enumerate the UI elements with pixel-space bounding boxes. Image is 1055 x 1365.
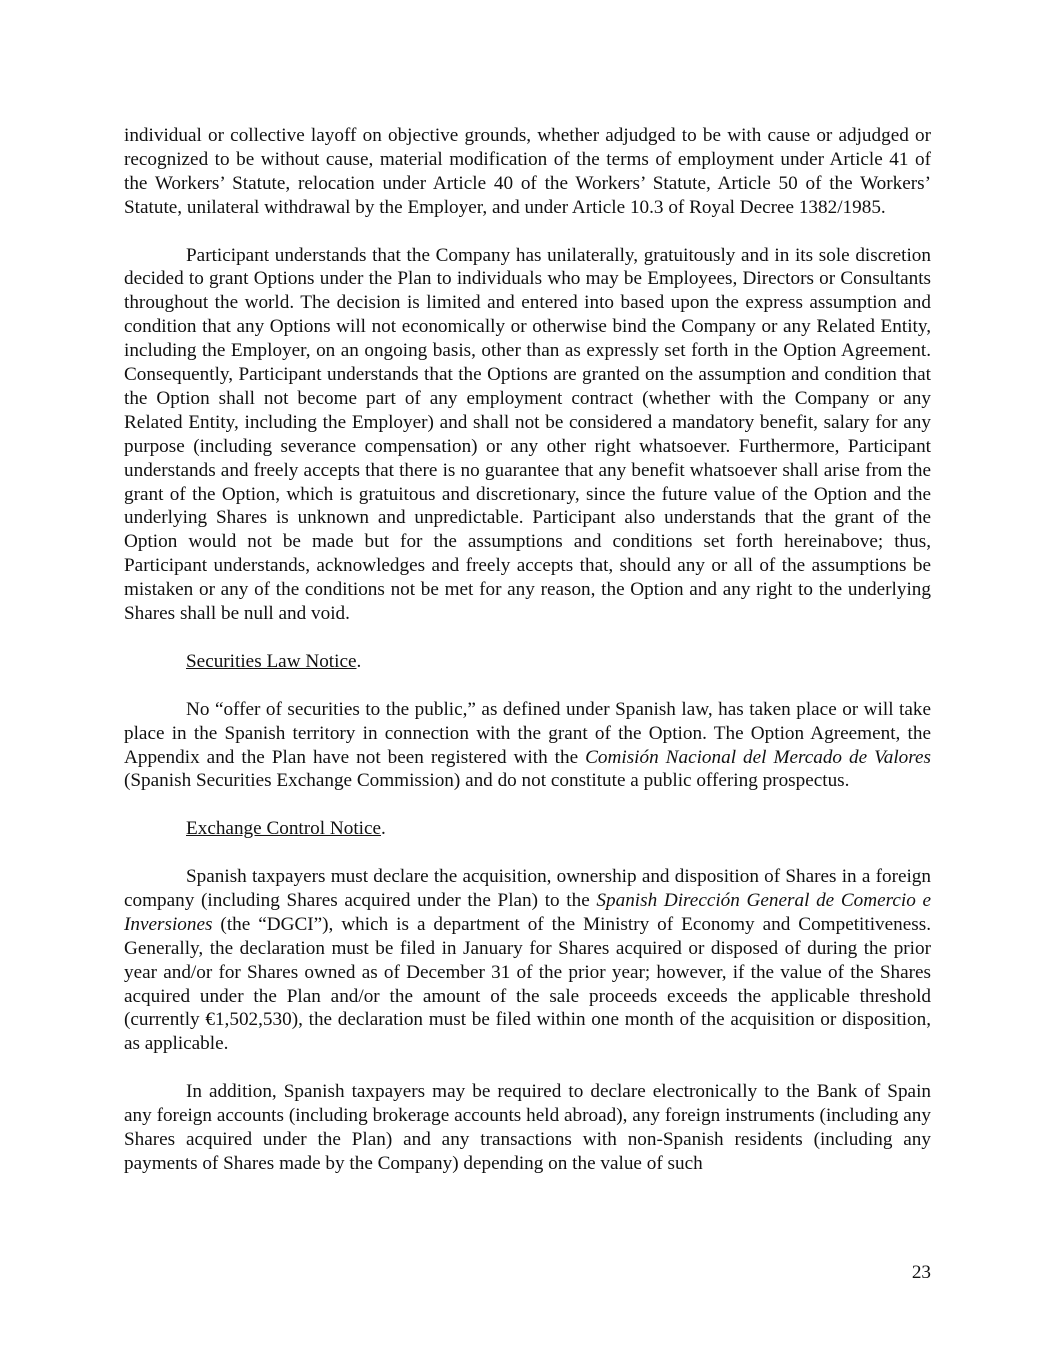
heading-period: . (356, 650, 362, 672)
securities-law-notice-title: Securities Law Notice (186, 650, 357, 672)
paragraph-spanish-taxpayers-declare (124, 865, 931, 1056)
paragraph-text: Spanish taxpayers must declare the acquisition, ownership and disposition of Shares in a foreign company (including Shares acquired under the Plan) to the (124, 866, 931, 911)
paragraph-text: (Spanish Securities Exchange Commission) and do not constitute a public offering prospectus. (124, 770, 850, 792)
paragraph-participant-understands: Participant understands that the Company has unilaterally, gratuitously and in its sole discretion decided to grant Options under the Plan to individuals who may be Employees, Directors or Consultants throughout the world. The decision is limited and entered into based upon the express assumption and condition that any Options will not economically or otherwise bind the Company or any Related Entity, including the Employer, on an ongoing basis, other than as expressly set forth in the Option Agreement. Consequently, Participant understands that the Options are granted on the assumption and condition that the Option shall not become part of any employment contract (whether with the Company or any Related Entity, including the Employer) and shall not be considered a mandatory benefit, salary for any purpose (including severance compensation) or any other right whatsoever. Furthermore, Participant understands and freely accepts that there is no guarantee that any benefit whatsoever shall arise from the grant of the Option, which is gratuitous and discretionary, since the future value of the Option and the underlying Shares is unknown and unpredictable. Participant also understands that the grant of the Option would not be made but for the assumptions and conditions set forth hereinabove; thus, Participant understands, acknowledges and freely accepts that, should any or all of the assumptions be mistaken or any of the conditions not be met for any reason, the Option and any right to the underlying Shares shall be null and void. (124, 244, 931, 625)
paragraph-text: (the “DGCI”), which is a department of the Ministry of Economy and Competitiveness. Generally, the declaration must be filed in January for Shares acquired or disposed of during the prior year and/or for Shares owned as of December 31 of the prior year; however, if the value of the Shares acquired under the Plan and/or the amount of the sale proceeds exceeds the applicable threshold (currently €1,502,530), the declaration must be filed within one month of the acquisition or disposition, as applicable. (124, 913, 931, 1055)
paragraph-layoff-grounds: individual or collective layoff on objective grounds, whether adjudged to be with cause or adjudged or recognized to be without cause, material modification of the terms of employment under Article 41 of the Workers’ Statute, relocation under Article 40 of the Workers’ Statute, Article 50 of the Workers’ Statute, unilateral withdrawal by the Employer, and under Article 10.3 of Royal Decree 1382/1985. (124, 125, 931, 218)
dgci-name-italic: Spanish Dirección General de Comercio e Inversiones (124, 889, 931, 935)
page-number: 23 (911, 1262, 931, 1283)
paragraph-bank-of-spain: In addition, Spanish taxpayers may be required to declare electronically to the Bank of Spain any foreign accounts (including brokerage accounts held abroad), any foreign instruments (including any Shares acquired under the Plan) and any transactions with non-Spanish residents (including any payments of Shares made by the Company) depending on the value of such (124, 1081, 931, 1174)
document-page (124, 124, 931, 1200)
heading-securities-law-notice (124, 650, 931, 674)
heading-period: . (381, 818, 386, 840)
paragraph-offer-of-securities (124, 698, 931, 794)
heading-exchange-control-notice (124, 817, 931, 841)
exchange-control-notice-title: Exchange Control Notice (186, 818, 382, 840)
commission-name-italic: Comisión Nacional del Mercado de Valores (585, 746, 931, 768)
paragraph-text: No “offer of securities to the public,” as defined under Spanish law, has taken place or will take place in the Spanish territory in connection with the grant of the Option. The Option Agreement, the Appendix and the Plan have not been registered with the (124, 698, 931, 768)
